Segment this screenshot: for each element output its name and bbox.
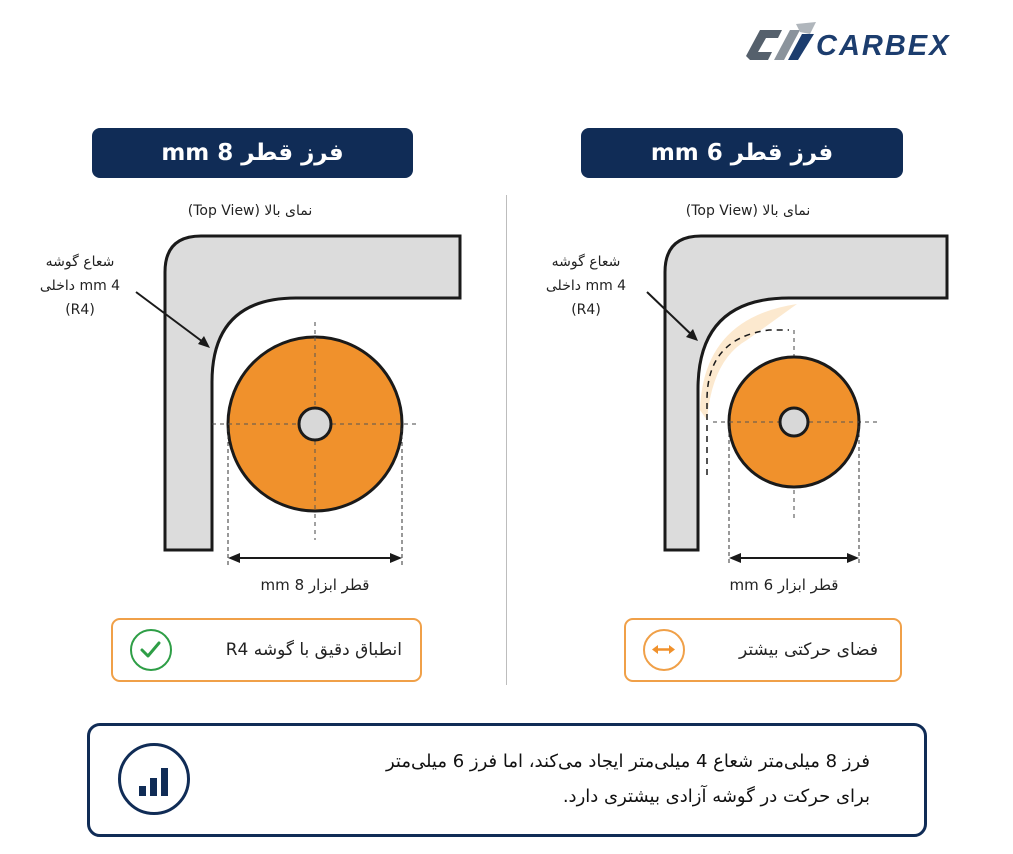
- summary-line2: برای حرکت در گوشه آزادی بیشتری دارد.: [562, 786, 870, 807]
- right-note-text: فضای حرکتی بیشتر: [739, 640, 878, 660]
- right-corner-label-line3: (R4): [571, 302, 601, 318]
- summary-line1: فرز 8 میلی‌متر شعاع 4 میلی‌متر ایجاد می‌کند، اما فرز 6 میلی‌متر: [385, 751, 870, 772]
- right-tool-shank: [780, 408, 808, 436]
- right-note-box: [624, 618, 902, 682]
- bar-chart-icon: [118, 743, 190, 815]
- check-icon: [130, 629, 172, 671]
- right-corner-label-line1: شعاع گوشه: [551, 254, 621, 270]
- right-corner-label-line2: 4 mm داخلی: [545, 278, 627, 294]
- left-panel-title: فرز قطر 8 mm: [92, 128, 413, 178]
- left-tool-shank: [299, 408, 331, 440]
- right-view-label: نمای بالا (Top View): [685, 203, 811, 219]
- summary-text: [270, 744, 870, 814]
- left-view-label: نمای بالا (Top View): [187, 203, 313, 219]
- left-note-box: [111, 618, 422, 682]
- logo-text: CARBEX: [816, 30, 951, 62]
- left-note-text: انطباق دقیق با گوشه R4: [225, 640, 402, 660]
- left-dimension-label: قطر ابزار 8 mm: [260, 576, 370, 594]
- right-dimension-label: قطر ابزار 6 mm: [729, 576, 839, 594]
- right-panel-title: فرز قطر 6 mm: [581, 128, 903, 178]
- left-corner-label-line1: شعاع گوشه: [45, 254, 115, 270]
- summary-box: [87, 723, 927, 837]
- left-corner-label-line3: (R4): [65, 302, 95, 318]
- left-top-view-diagram: [0, 0, 506, 610]
- left-corner-label-line2: 4 mm داخلی: [39, 278, 121, 294]
- right-top-view-diagram: [507, 0, 1013, 610]
- double-arrow-icon: [643, 629, 685, 671]
